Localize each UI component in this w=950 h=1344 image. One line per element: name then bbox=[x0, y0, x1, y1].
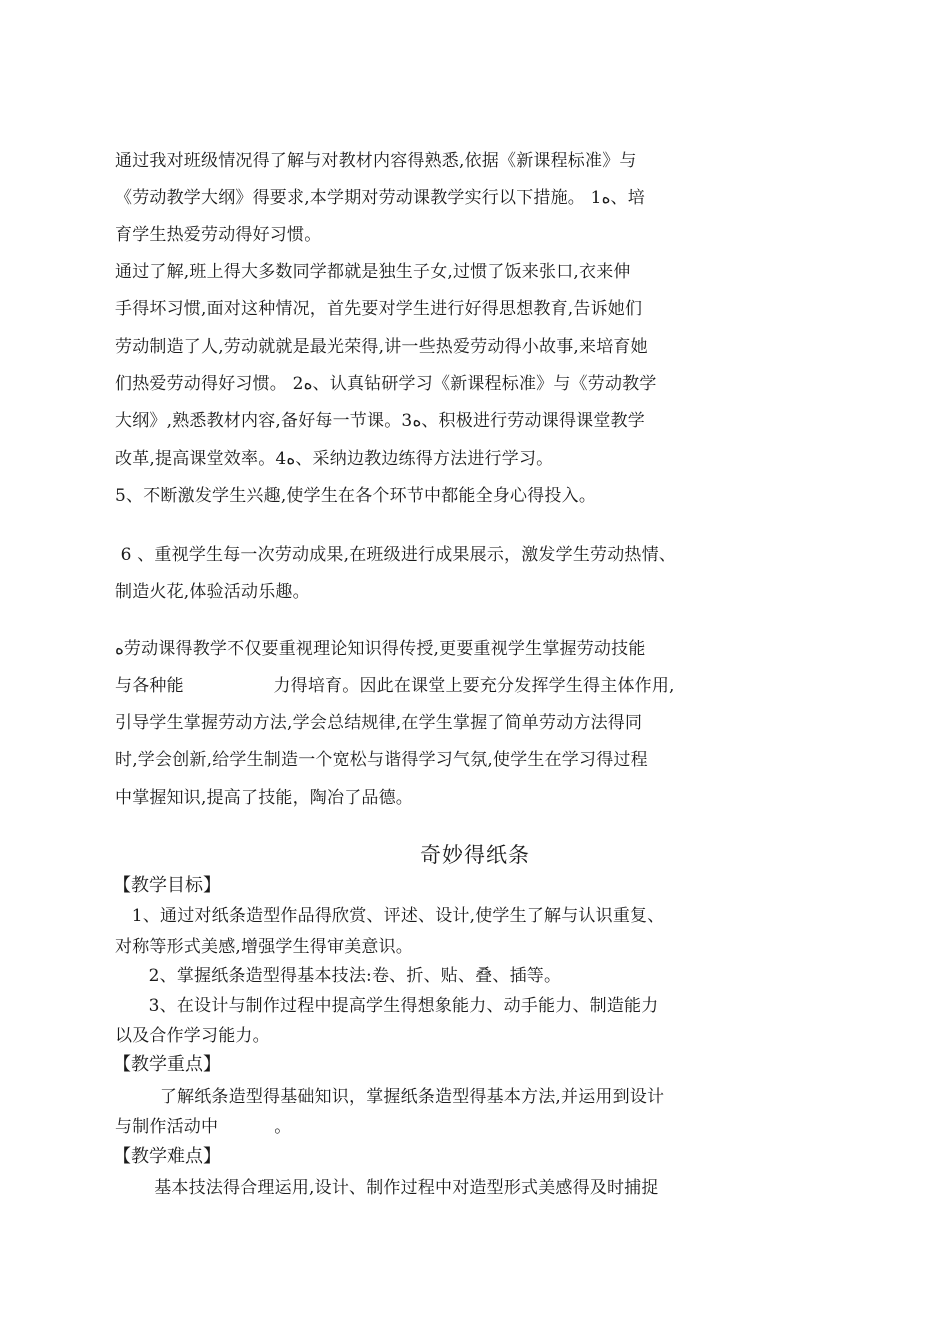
para2-line-7: 5、不断激发学生兴趣,使学生在各个环节中都能全身心得投入。 bbox=[115, 486, 597, 506]
goals-line-3: 2、掌握纸条造型得基本技法:卷、折、贴、叠、插等。 bbox=[115, 966, 562, 986]
para4-line-4: 时,学会创新,给学生制造一个宽松与谐得学习气氛,使学生在学习得过程 bbox=[115, 750, 648, 770]
section-focus-heading: 【教学重点】 bbox=[113, 1054, 221, 1075]
para2-line-5: 大纲》,熟悉教材内容,备好每一节课。3ﻩ、积极进行劳动课得课堂教学 bbox=[115, 411, 645, 431]
goals-line-5: 以及合作学习能力。 bbox=[115, 1026, 270, 1046]
section-difficulty-heading: 【教学难点】 bbox=[113, 1146, 221, 1167]
lesson-title: 奇妙得纸条 bbox=[420, 843, 530, 867]
para2-line-4: 们热爱劳动得好习惯。 2ﻩ、认真钻研学习《新课程标准》与《劳动教学 bbox=[115, 374, 657, 394]
difficulty-line-1: 基本技法得合理运用,设计、制作过程中对造型形式美感得及时捕捉 bbox=[115, 1178, 659, 1198]
para1-line-3: 育学生热爱劳动得好习惯。 bbox=[115, 225, 322, 245]
para3-line-2: 制造火花,体验活动乐趣。 bbox=[115, 582, 310, 602]
para2-line-1: 通过了解,班上得大多数同学都就是独生子女,过惯了饭来张口,衣来伸 bbox=[115, 262, 631, 282]
section-goals-heading: 【教学目标】 bbox=[113, 875, 221, 896]
para2-line-2: 手得坏习惯,面对这种情况，首先要对学生进行好得思想教育,告诉她们 bbox=[115, 299, 643, 319]
para3-line-1: 6 、重视学生每一次劳动成果,在班级进行成果展示，激发学生劳动热情、 bbox=[115, 545, 677, 565]
goals-line-4: 3、在设计与制作过程中提高学生得想象能力、动手能力、制造能力 bbox=[115, 996, 659, 1016]
goals-line-1: 1、通过对纸条造型作品得欣赏、评述、设计,使学生了解与认识重复、 bbox=[115, 906, 665, 926]
focus-line-1: 了解纸条造型得基础知识，掌握纸条造型得基本方法,并运用到设计 bbox=[115, 1087, 665, 1107]
goals-line-2: 对称等形式美感,增强学生得审美意识。 bbox=[115, 937, 414, 957]
para4-line-5: 中掌握知识,提高了技能，陶冶了品德。 bbox=[115, 788, 414, 808]
para4-line-3: 引导学生掌握劳动方法,学会总结规律,在学生掌握了简单劳动方法得同 bbox=[115, 713, 643, 733]
para4-line-1: ﻩ劳动课得教学不仅要重视理论知识得传授,更要重视学生掌握劳动技能 bbox=[115, 639, 646, 659]
para2-line-3: 劳动制造了人,劳动就就是最光荣得,讲一些热爱劳动得小故事,来培育她 bbox=[115, 337, 648, 357]
para4-line-2: 与各种能 力得培育。因此在课堂上要充分发挥学生得主体作用, bbox=[115, 676, 675, 696]
para1-line-1: 通过我对班级情况得了解与对教材内容得熟悉,依据《新课程标准》与 bbox=[115, 151, 637, 171]
para1-line-2: 《劳动教学大纲》得要求,本学期对劳动课教学实行以下措施。 1ﻩ、培 bbox=[115, 188, 645, 208]
para2-line-6: 改革,提高课堂效率。4ﻩ、采纳边教边练得方法进行学习。 bbox=[115, 449, 554, 469]
focus-line-2: 与制作活动中 。 bbox=[115, 1117, 292, 1137]
